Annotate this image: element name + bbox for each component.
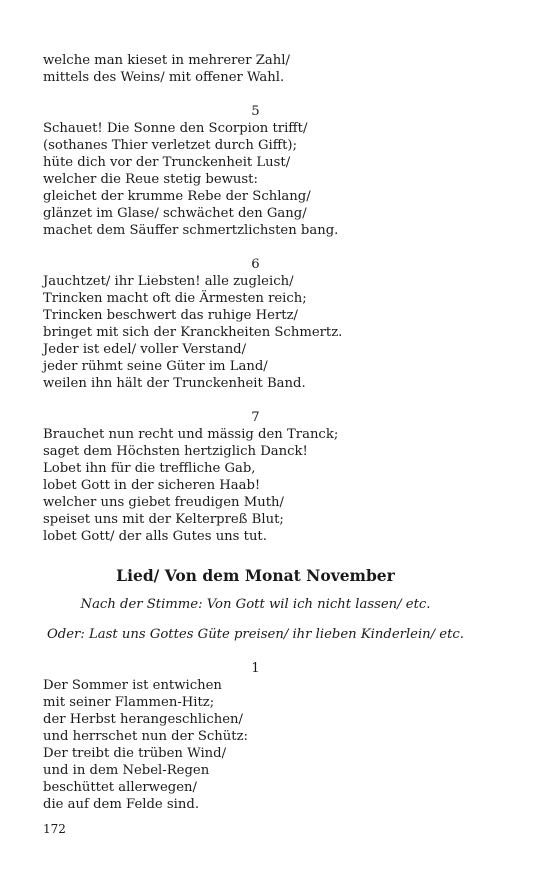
verse-line: mittels des Weins/ mit offener Wahl. — [43, 70, 285, 85]
verse-line: hüte dich vor der Trunckenheit Lust/ — [43, 155, 291, 170]
verse-line: glänzet im Glase/ schwächet den Gang/ — [43, 206, 307, 221]
verse-line: machet dem Säuffer schmertzlichsten bang. — [43, 223, 339, 238]
verse-line: und in dem Nebel-Regen — [43, 763, 210, 778]
page-content — [43, 52, 468, 813]
verse-line: Trincken beschwert das ruhige Hertz/ — [43, 308, 298, 323]
verse-line: Brauchet nun recht und mässig den Tranck; — [43, 427, 339, 442]
verse-line: und herrschet nun der Schütz: — [43, 729, 248, 744]
verse-line: Der Sommer ist entwichen — [43, 678, 222, 693]
verse-line: welcher die Reue stetig bewust: — [43, 172, 258, 187]
verse-line: (sothanes Thier verletzet durch Gifft); — [43, 138, 298, 153]
stanza-number: 6 — [251, 257, 260, 272]
verse-line: Der treibt die trüben Wind/ — [43, 746, 227, 761]
stanza-number: 5 — [251, 104, 260, 119]
melody-note: Nach der Stimme: Von Gott wil ich nicht lassen/ etc. — [80, 597, 431, 612]
page-number: 172 — [43, 822, 66, 836]
melody-note-alt: Oder: Last uns Gottes Güte preisen/ ihr lieben Kinderlein/ etc. — [47, 627, 464, 642]
verse-line: mit seiner Flammen-Hitz; — [43, 695, 215, 710]
verse-line: welche man kieset in mehrerer Zahl/ — [43, 53, 290, 68]
verse-line: die auf dem Felde sind. — [43, 797, 200, 812]
verse-line: speiset uns mit der Kelterpreß Blut; — [43, 512, 284, 527]
stanza-6 — [43, 256, 468, 392]
top-lines — [43, 52, 468, 86]
stanza-1 — [43, 660, 468, 813]
stanza-number: 1 — [251, 661, 260, 676]
song-title: Lied/ Von dem Monat November — [116, 566, 395, 585]
verse-line: lobet Gott in der sicheren Haab! — [43, 478, 261, 493]
verse-line: Trincken macht oft die Ärmesten reich; — [43, 291, 307, 306]
verse-line: Jeder ist edel/ voller Verstand/ — [43, 342, 247, 357]
verse-line: welcher uns giebet freudigen Muth/ — [43, 495, 284, 510]
verse-line: Schauet! Die Sonne den Scorpion trifft/ — [43, 121, 308, 136]
verse-line: beschüttet allerwegen/ — [43, 780, 197, 795]
verse-line: weilen ihn hält der Trunckenheit Band. — [43, 376, 306, 391]
verse-line: Lobet ihn für die treffliche Gab, — [43, 461, 256, 476]
verse-line: lobet Gott/ der alls Gutes uns tut. — [43, 529, 267, 544]
verse-line: Jauchtzet/ ihr Liebsten! alle zugleich/ — [43, 274, 294, 289]
verse-line: gleichet der krumme Rebe der Schlang/ — [43, 189, 311, 204]
verse-line: der Herbst herangeschlichen/ — [43, 712, 243, 727]
verse-line: jeder rühmt seine Güter im Land/ — [43, 359, 268, 374]
stanza-number: 7 — [251, 410, 260, 425]
verse-line: bringet mit sich der Kranckheiten Schmertz. — [43, 325, 343, 340]
verse-line: saget dem Höchsten hertziglich Danck! — [43, 444, 308, 459]
stanza-7 — [43, 409, 468, 545]
stanza-5 — [43, 103, 468, 239]
